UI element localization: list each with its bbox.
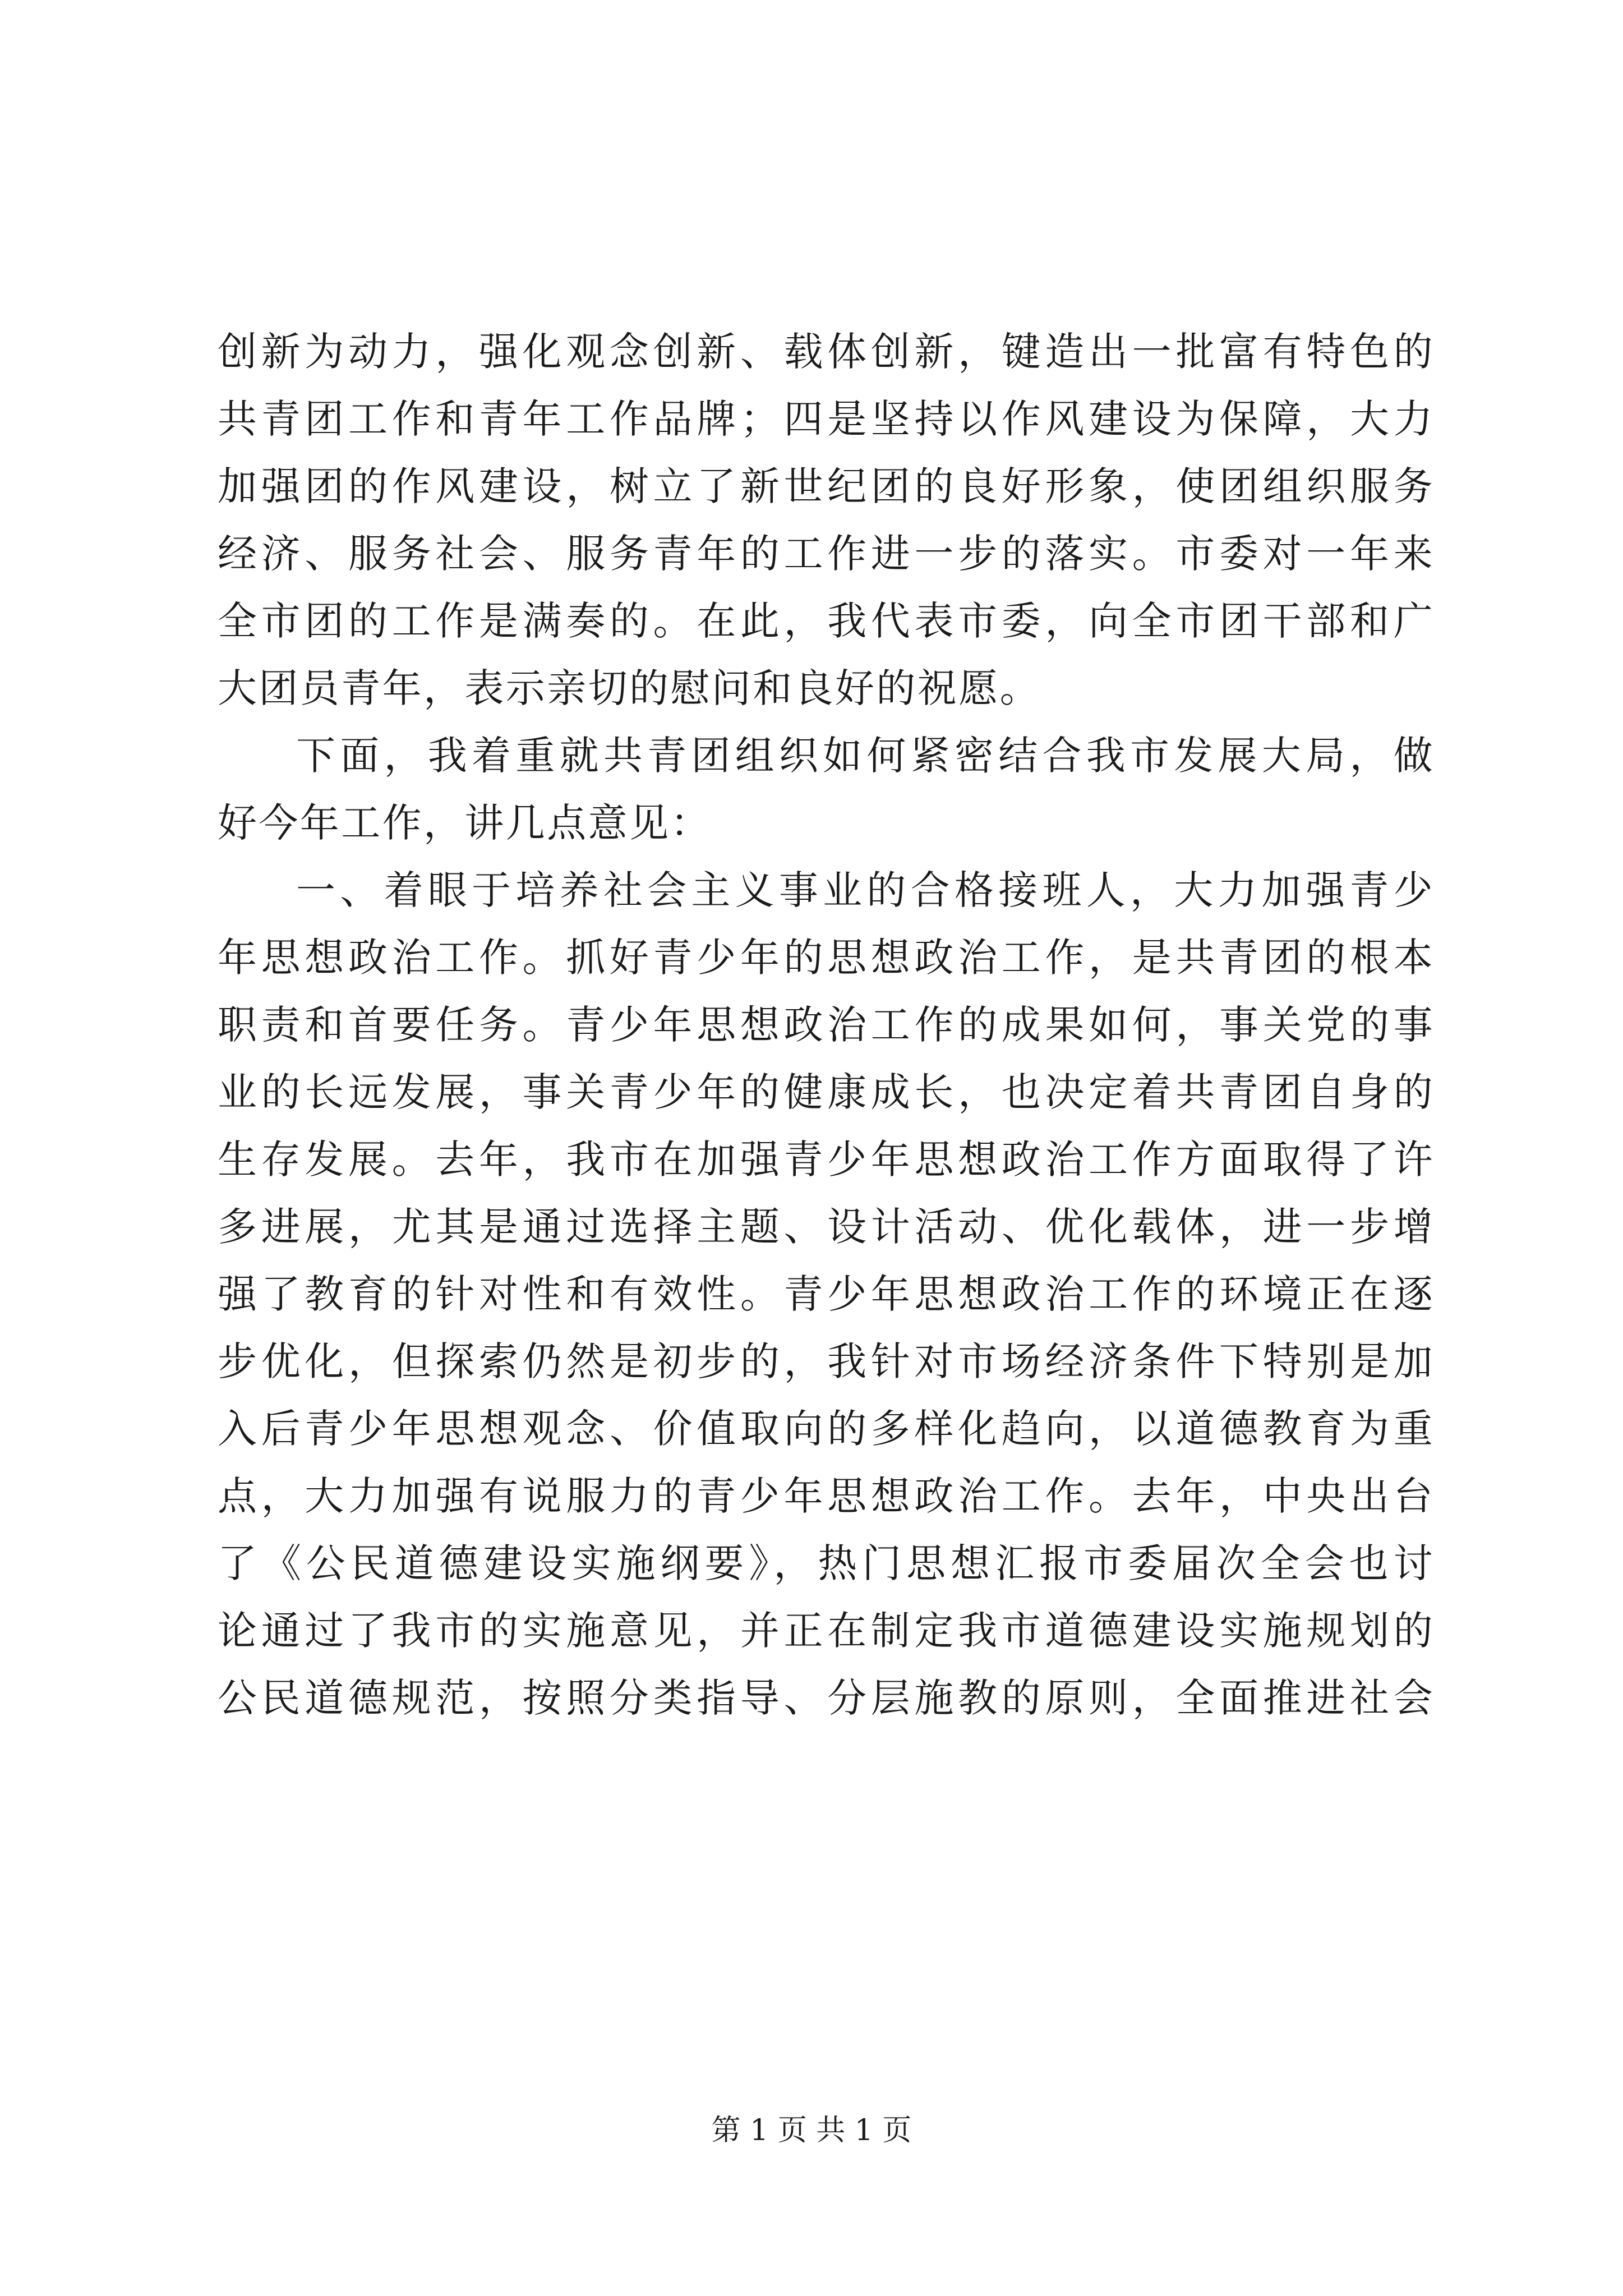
text-line: 点，大力加强有说服力的青少年思想政治工作。去年，中央出台 (218, 1473, 1435, 1519)
paragraph-first-line: 一、着眼于培养社会主义事业的合格接班人，大力加强青少 (296, 867, 1435, 913)
text-line: 加强团的作风建设，树立了新世纪团的良好形象，使团组织服务 (218, 463, 1435, 509)
text-line: 生存发展。去年，我市在加强青少年思想政治工作方面取得了许 (218, 1137, 1435, 1182)
page-number-footer: 第 1 页 共 1 页 (711, 2114, 912, 2147)
text-line: 业的长远发展，事关青少年的健康成长，也决定着共青团自身的 (218, 1069, 1435, 1115)
text-line: 创新为动力，强化观念创新、载体创新，键造出一批富有特色的 (218, 329, 1435, 375)
paragraph-first-line: 下面，我着重就共青团组织如何紧密结合我市发展大局，做 (296, 733, 1435, 779)
text-line: 多进展，尤其是通过选择主题、设计活动、优化载体，进一步增 (218, 1204, 1435, 1250)
text-line: 强了教育的针对性和有效性。青少年思想政治工作的环境正在逐 (218, 1271, 1435, 1317)
text-line: 入后青少年思想观念、价值取向的多样化趋向，以道德教育为重 (218, 1406, 1435, 1452)
text-line: 论通过了我市的实施意见，并正在制定我市道德建设实施规划的 (218, 1608, 1435, 1654)
text-line: 好今年工作，讲几点意见： (218, 800, 712, 846)
text-line: 步优化，但探索仍然是初步的，我针对市场经济条件下特别是加 (218, 1338, 1435, 1384)
text-line: 共青团工作和青年工作品牌；四是坚持以作风建设为保障，大力 (218, 396, 1435, 442)
text-line: 全市团的工作是满奏的。在此，我代表市委，向全市团干部和广 (218, 598, 1435, 644)
text-line: 大团员青年，表示亲切的慰问和良好的祝愿。 (218, 665, 1041, 711)
text-line: 公民道德规范，按照分类指导、分层施教的原则，全面推进社会 (218, 1675, 1435, 1721)
text-line: 年思想政治工作。抓好青少年的思想政治工作，是共青团的根本 (218, 935, 1435, 981)
text-line: 了《公民道德建设实施纲要》，热门思想汇报市委届次全会也讨 (218, 1540, 1435, 1586)
text-line: 职责和首要任务。青少年思想政治工作的成果如何，事关党的事 (218, 1002, 1435, 1048)
text-line: 经济、服务社会、服务青年的工作进一步的落实。市委对一年来 (218, 531, 1435, 577)
